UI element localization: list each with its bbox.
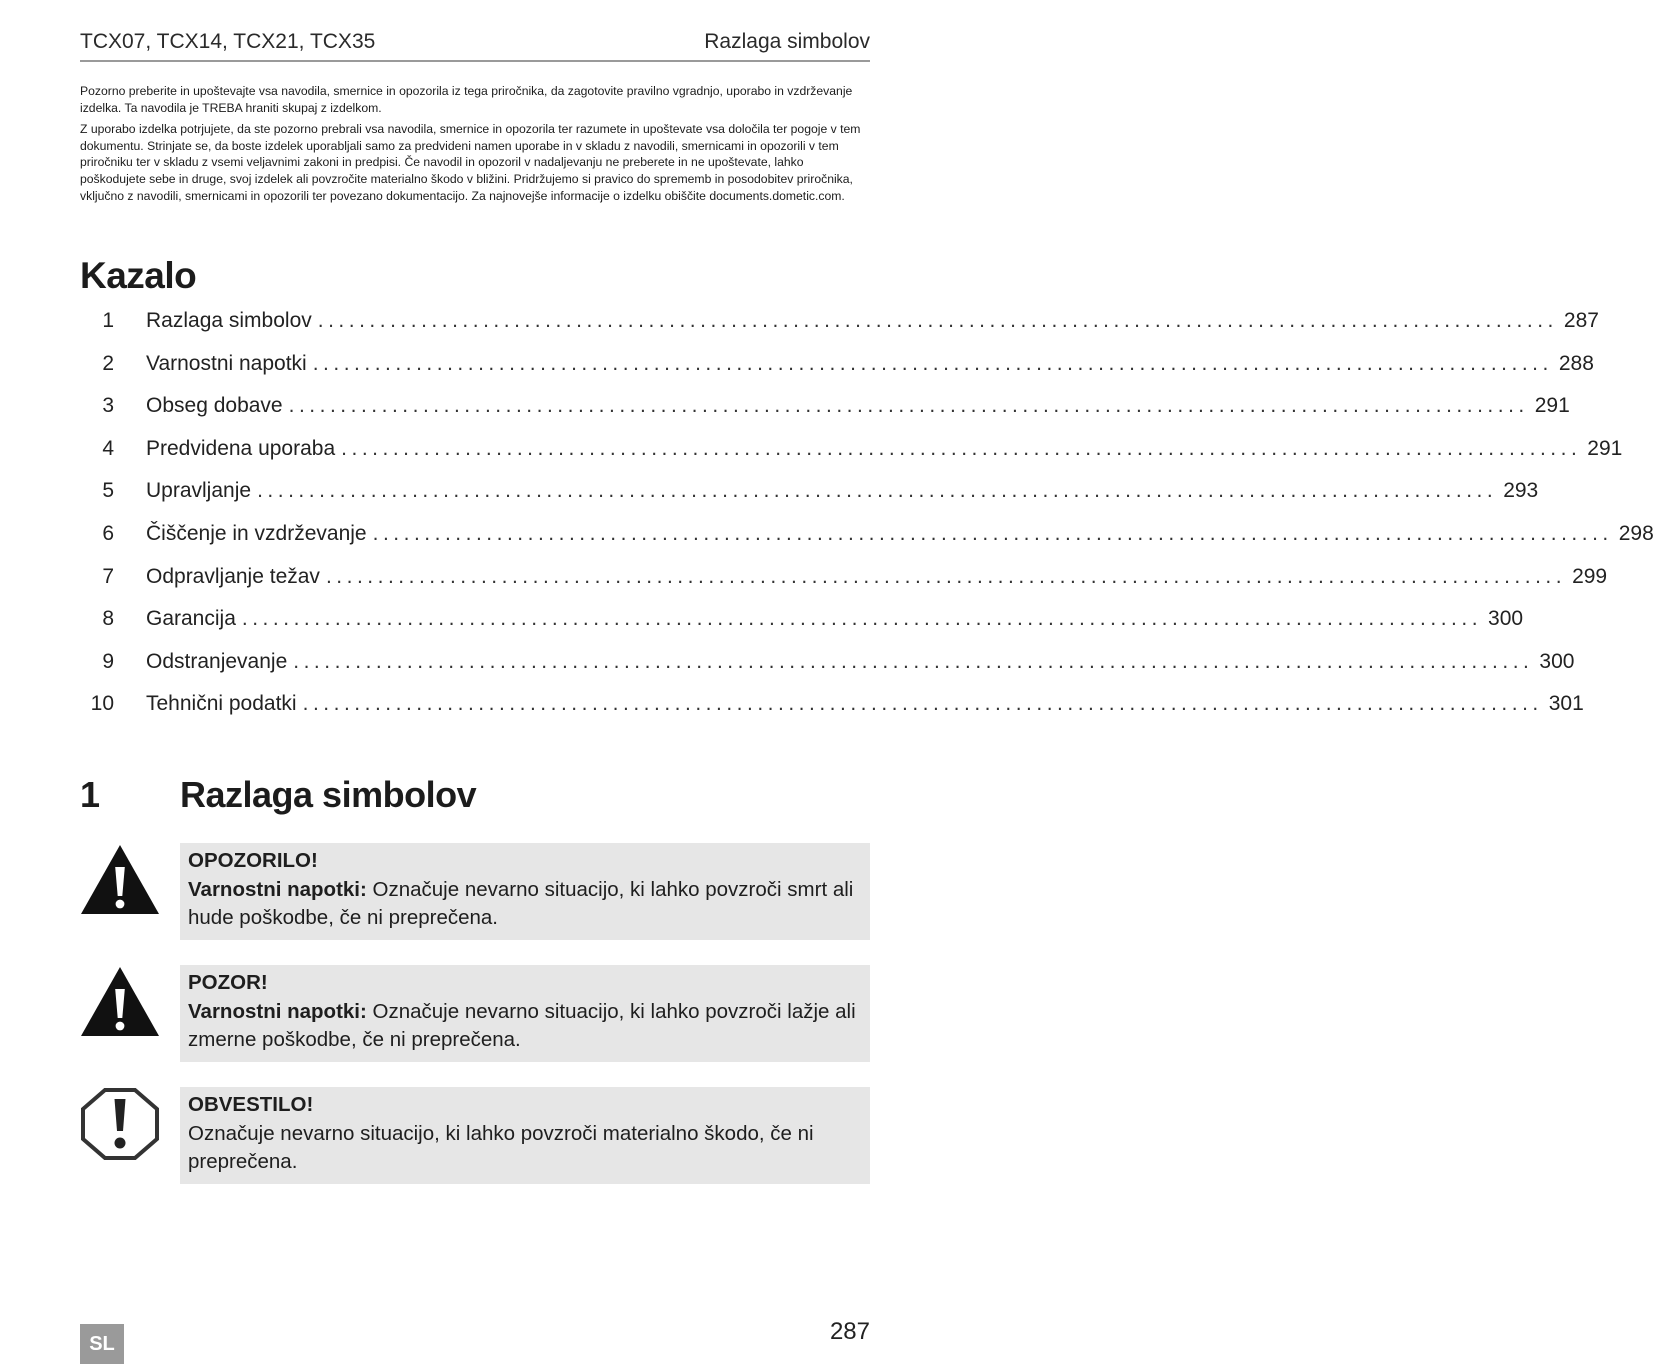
caution-triangle-icon [80, 965, 160, 1039]
toc-entry-label: Odstranjevanje [146, 649, 288, 673]
toc-entry-page: 291 [1534, 394, 1570, 418]
toc-leader-dots: ........................................................................................................................ [302, 692, 1543, 716]
toc-entry[interactable] [80, 564, 1608, 608]
toc-entry-number: 2 [102, 351, 114, 375]
caution-notice [80, 965, 870, 1062]
toc-leader-dots: ........................................................................................................................ [257, 479, 1498, 503]
toc-entry-page: 287 [1563, 309, 1599, 332]
toc-entry-label: Upravljanje [146, 479, 252, 503]
warning-triangle-icon [80, 843, 160, 917]
toc-entry-number: 9 [102, 649, 114, 673]
toc-entry-label: Čiščenje in vzdrževanje [146, 521, 367, 545]
notice-signal-word: OPOZORILO! [188, 849, 318, 872]
table-of-contents [80, 309, 1654, 735]
toc-entry-label: Razlaga simbolov [146, 309, 312, 332]
intro-text [80, 83, 870, 209]
toc-entry-number: 7 [102, 564, 114, 588]
toc-leader-dots: ........................................................................................................................ [372, 521, 1613, 545]
header-models: TCX07, TCX14, TCX21, TCX35 [80, 30, 376, 53]
toc-leader-dots: ........................................................................................................................ [325, 564, 1567, 588]
notice-octagon-icon [80, 1087, 160, 1161]
toc-entry-label: Varnostni napotki [146, 351, 307, 375]
notice-text: Označuje nevarno situacijo, ki lahko povzroči smrt ali hude poškodbe, če ni preprečena. [188, 877, 854, 929]
toc-leader-dots: ........................................................................................................................ [341, 436, 1582, 460]
toc-entry-page: 293 [1503, 479, 1539, 503]
section-number: 1 [80, 774, 100, 815]
warning-notice [80, 843, 870, 940]
toc-entry-label: Tehnični podatki [146, 692, 297, 716]
running-header [80, 30, 870, 62]
toc-entry[interactable] [80, 394, 1570, 437]
intro-paragraph-1: Pozorno preberite in upoštevajte vsa navodila, smernice in opozorila iz tega priročnika, da zagotovite pravilno vgradnjo, uporabo in vzdrževanje izdelka. Ta navodila je TREBA hraniti skupaj z izdelkom. [80, 84, 853, 115]
toc-title: Kazalo [80, 255, 197, 296]
toc-entry[interactable] [80, 692, 1584, 735]
toc-entry-number: 6 [102, 521, 114, 545]
section-title: Razlaga simbolov [180, 774, 477, 815]
toc-leader-dots: ........................................................................................................................ [241, 607, 1483, 631]
caution-notice-box [180, 965, 870, 1062]
header-section: Razlaga simbolov [704, 30, 870, 53]
toc-entry-label: Garancija [146, 607, 236, 631]
toc-entry[interactable] [80, 521, 1654, 565]
toc-entry[interactable] [80, 436, 1623, 480]
info-notice [80, 1087, 870, 1184]
toc-entry-page: 298 [1618, 521, 1654, 545]
page-number: 287 [829, 1318, 870, 1345]
toc-entry[interactable] [80, 607, 1524, 650]
toc-leader-dots: ........................................................................................................................ [312, 351, 1553, 375]
warning-notice-box [180, 843, 870, 940]
toc-entry-number: 1 [102, 309, 114, 332]
toc-entry-page: 299 [1572, 564, 1608, 588]
toc-entry-page: 301 [1548, 692, 1584, 716]
intro-paragraph-2: Z uporabo izdelka potrjujete, da ste pozorno prebrali vsa navodila, smernice in opozorila ter razumete in upoštevate vsa določila ter pogoje v tem dokumentu. Strinjate se, da boste izdelek uporabljali samo za predvideni namen uporabe in v skladu z navodili, smernicami in opozorili v tem priročniku ter v skladu z vsemi veljavnimi zakoni in predpisi. Če navodil in opozoril v nadaljevanju ne preberete in ne upoštevate, lahko poškodujete sebe in druge, svoj izdelek ali povzročite materialno škodo v bližini. Pridržujemo si pravico do sprememb in posodobitev priročnika, vključno z navodili, smernicami in opozorili ter povezano dokumentacijo. Za najnovejše informacije o izdelku obiščite documents.dometic.com. [80, 122, 861, 203]
toc-leader-dots: ........................................................................................................................ [317, 309, 1558, 332]
toc-entry-page: 288 [1558, 351, 1594, 375]
toc-entry[interactable] [80, 649, 1575, 693]
notice-lead: Varnostni napotki: [188, 877, 367, 901]
toc-leader-dots: ........................................................................................................................ [288, 394, 1529, 418]
toc-entry-page: 291 [1587, 436, 1623, 460]
toc-entry-number: 10 [90, 692, 114, 716]
notice-text: Označuje nevarno situacijo, ki lahko povzroči materialno škodo, če ni preprečena. [188, 1121, 814, 1173]
notice-signal-word: POZOR! [188, 971, 268, 994]
notice-text: Označuje nevarno situacijo, ki lahko povzroči lažje ali zmerne poškodbe, če ni preprečena. [188, 999, 856, 1051]
language-tab: SL [80, 1324, 124, 1364]
toc-entry-number: 3 [102, 394, 114, 418]
toc-entry[interactable] [80, 309, 1599, 352]
toc-entry-label: Predvidena uporaba [146, 436, 336, 460]
toc-entry-label: Obseg dobave [146, 394, 283, 418]
toc-entry-number: 4 [102, 436, 114, 460]
notice-signal-word: OBVESTILO! [188, 1093, 314, 1116]
notice-lead: Varnostni napotki: [188, 999, 367, 1023]
toc-entry-number: 8 [102, 607, 114, 631]
toc-entry-number: 5 [102, 479, 114, 503]
info-notice-box [180, 1087, 870, 1184]
toc-leader-dots: ........................................................................................................................ [293, 649, 1534, 673]
toc-entry-page: 300 [1488, 607, 1524, 631]
toc-entry-label: Odpravljanje težav [146, 564, 320, 588]
toc-entry[interactable] [80, 351, 1594, 395]
toc-entry-page: 300 [1539, 649, 1575, 673]
toc-entry[interactable] [80, 479, 1539, 522]
